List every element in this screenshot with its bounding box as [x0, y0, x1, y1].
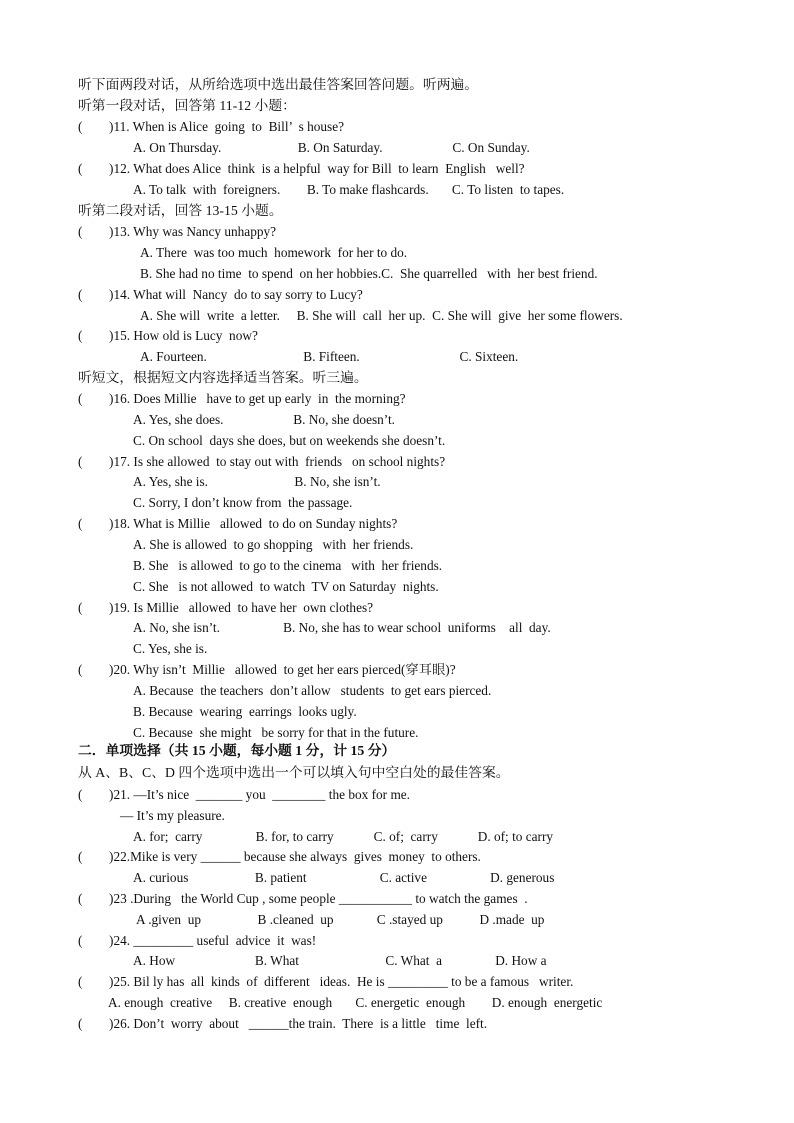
question-12-options: A. To talk with foreigners. B. To make flashcards. C. To listen to tapes. [133, 182, 565, 197]
question-20-option-b: B. Because wearing earrings looks ugly. [133, 704, 357, 719]
question-18-option-c: C. She is not allowed to watch TV on Saturday nights. [133, 579, 439, 594]
section-2-instruction: 从 A、B、C、D 四个选项中选出一个可以填入句中空白处的最佳答案。 [78, 765, 510, 780]
question-18-option-a: A. She is allowed to go shopping with her friends. [133, 537, 414, 552]
dialogue-1-instruction: 听第一段对话，回答第 11-12 小题： [78, 98, 296, 113]
question-12: ( )12. What does Alice think is a helpful way for Bill to learn English well? [78, 161, 525, 176]
question-19-options-ab: A. No, she isn’t. B. No, she has to wear school uniforms all day. [133, 620, 551, 635]
passage-instruction: 听短文，根据短文内容选择适当答案。听三遍。 [78, 370, 368, 385]
question-15-options: A. Fourteen. B. Fifteen. C. Sixteen. [140, 349, 519, 364]
question-23: ( )23 .During the World Cup , some people ___________ to watch the games . [78, 891, 528, 906]
question-17: ( )17. Is she allowed to stay out with friends on school nights? [78, 454, 446, 469]
question-11: ( )11. When is Alice going to Bill’ s house? [78, 119, 345, 134]
question-17-option-c: C. Sorry, I don’t know from the passage. [133, 495, 353, 510]
question-11-options: A. On Thursday. B. On Saturday. C. On Sunday. [133, 140, 530, 155]
question-24: ( )24. _________ useful advice it was! [78, 933, 317, 948]
question-15: ( )15. How old is Lucy now? [78, 328, 258, 343]
question-16-options-ab: A. Yes, she does. B. No, she doesn’t. [133, 412, 396, 427]
question-25: ( )25. Bil ly has all kinds of different ideas. He is _________ to be a famous writer. [78, 974, 574, 989]
question-14: ( )14. What will Nancy do to say sorry to Lucy? [78, 287, 363, 302]
question-19: ( )19. Is Millie allowed to have her own clothes? [78, 600, 374, 615]
question-22: ( )22.Mike is very ______ because she always gives money to others. [78, 849, 481, 864]
section-2-heading: 二．单项选择（共 15 小题，每小题 1 分，计 15 分） [78, 743, 396, 758]
question-20: ( )20. Why isn’t Millie allowed to get her ears pierced(穿耳眼)? [78, 662, 456, 677]
question-14-options: A. She will write a letter. B. She will call her up. C. She will give her some flowers. [140, 308, 623, 323]
question-18: ( )18. What is Millie allowed to do on Sunday nights? [78, 516, 398, 531]
question-21: ( )21. —It’s nice _______ you ________ the box for me. [78, 787, 411, 802]
question-16: ( )16. Does Millie have to get up early in the morning? [78, 391, 406, 406]
question-18-option-b: B. She is allowed to go to the cinema with her friends. [133, 558, 443, 573]
question-19-option-c: C. Yes, she is. [133, 641, 208, 656]
question-17-options-ab: A. Yes, she is. B. No, she isn’t. [133, 474, 381, 489]
question-25-options: A. enough creative B. creative enough C. energetic enough D. enough energetic [108, 995, 603, 1010]
question-26: ( )26. Don’t worry about ______the train. There is a little time left. [78, 1016, 488, 1031]
question-16-option-c: C. On school days she does, but on weekends she doesn’t. [133, 433, 446, 448]
question-21-response: — It’s my pleasure. [120, 808, 225, 823]
section-instruction-dialogues: 听下面两段对话，从所给选项中选出最佳答案回答问题。听两遍。 [78, 77, 479, 92]
question-23-options: A .given up B .cleaned up C .stayed up D .made up [136, 912, 545, 927]
question-24-options: A. How B. What C. What a D. How a [133, 953, 547, 968]
question-20-option-a: A. Because the teachers don’t allow students to get ears pierced. [133, 683, 492, 698]
question-21-options: A. for; carry B. for, to carry C. of; carry D. of; to carry [133, 829, 554, 844]
question-20-option-c: C. Because she might be sorry for that in the future. [133, 725, 419, 740]
question-22-options: A. curious B. patient C. active D. generous [133, 870, 555, 885]
question-13: ( )13. Why was Nancy unhappy? [78, 224, 277, 239]
dialogue-2-instruction: 听第二段对话，回答 13-15 小题。 [78, 203, 283, 218]
question-13-option-a: A. There was too much homework for her to do. [140, 245, 408, 260]
question-13-option-bc: B. She had no time to spend on her hobbies.C. She quarrelled with her best friend. [140, 266, 598, 281]
